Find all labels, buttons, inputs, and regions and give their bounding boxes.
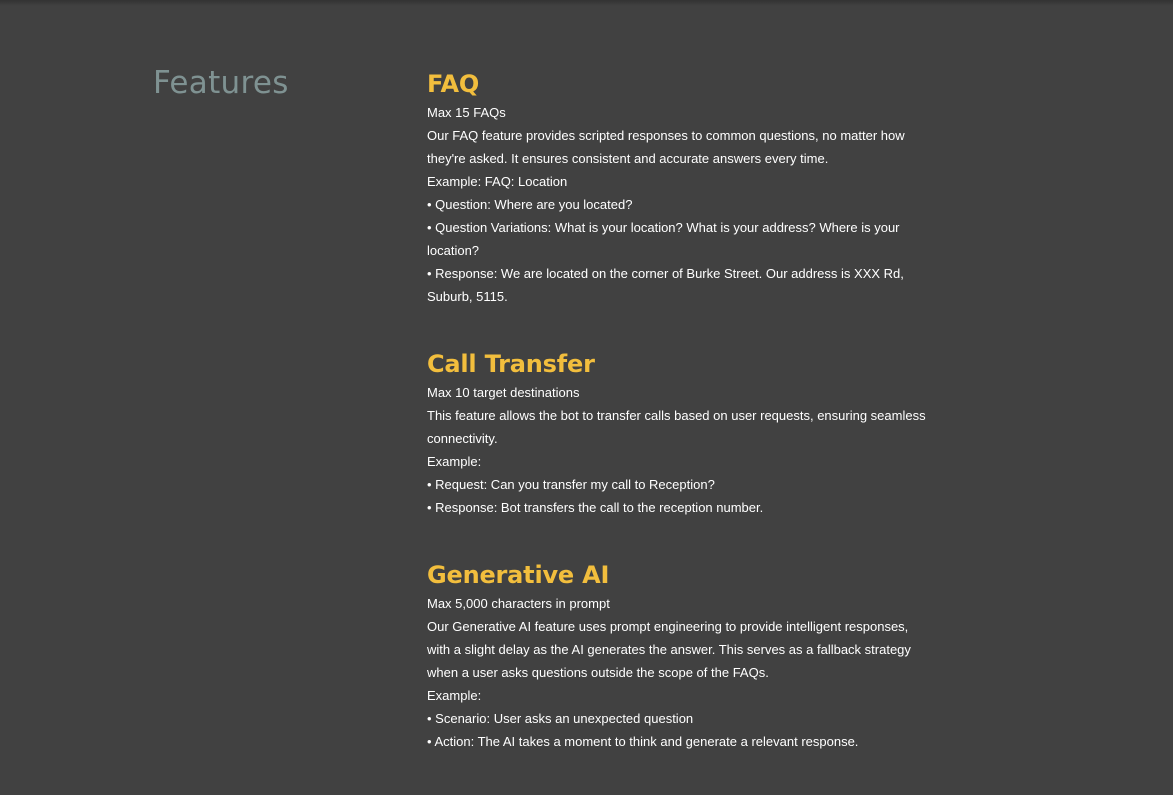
feature-example-label: Example: FAQ: Location: [427, 174, 568, 189]
feature-example-bullet: • Response: We are located on the corner of Burke Street. Our address is XXX Rd, Suburb, 5115.: [427, 266, 904, 304]
section-heading: Features: [153, 65, 289, 101]
feature-example-bullet: • Action: The AI takes a moment to think and generate a relevant response.: [427, 734, 859, 749]
feature-description: Our FAQ feature provides scripted responses to common questions, no matter how they're asked. It ensures consistent and accurate answers every time.: [427, 128, 905, 166]
feature-example-bullet: • Question: Where are you located?: [427, 197, 633, 212]
feature-body: [427, 101, 927, 308]
feature-body: [427, 381, 927, 519]
feature-limit: Max 5,000 characters in prompt: [427, 596, 610, 611]
feature-example-label: Example:: [427, 688, 482, 703]
feature-description: Our Generative AI feature uses prompt engineering to provide intelligent responses, with a slight delay as the AI generates the answer. This serves as a fallback strategy when a user asks questions outside the scope of the FAQs.: [427, 619, 911, 680]
feature-limit: Max 10 target destinations: [427, 385, 580, 400]
feature-body: [427, 592, 927, 753]
feature-title: Call Transfer: [427, 350, 595, 378]
feature-faq: [427, 67, 927, 308]
feature-example-bullet: • Scenario: User asks an unexpected question: [427, 711, 694, 726]
features-list: [427, 67, 927, 753]
feature-limit: Max 15 FAQs: [427, 105, 506, 120]
feature-example-bullet: • Request: Can you transfer my call to Reception?: [427, 477, 715, 492]
feature-title: Generative AI: [427, 561, 610, 589]
feature-example-label: Example:: [427, 454, 482, 469]
feature-generative-ai: [427, 558, 927, 753]
top-shadow: [0, 0, 1173, 6]
feature-call-transfer: [427, 347, 927, 519]
feature-example-bullet: • Question Variations: What is your location? What is your address? Where is your location?: [427, 220, 900, 258]
feature-title: FAQ: [427, 70, 480, 98]
feature-example-bullet: • Response: Bot transfers the call to the reception number.: [427, 500, 764, 515]
feature-description: This feature allows the bot to transfer calls based on user requests, ensuring seamless connectivity.: [427, 408, 926, 446]
